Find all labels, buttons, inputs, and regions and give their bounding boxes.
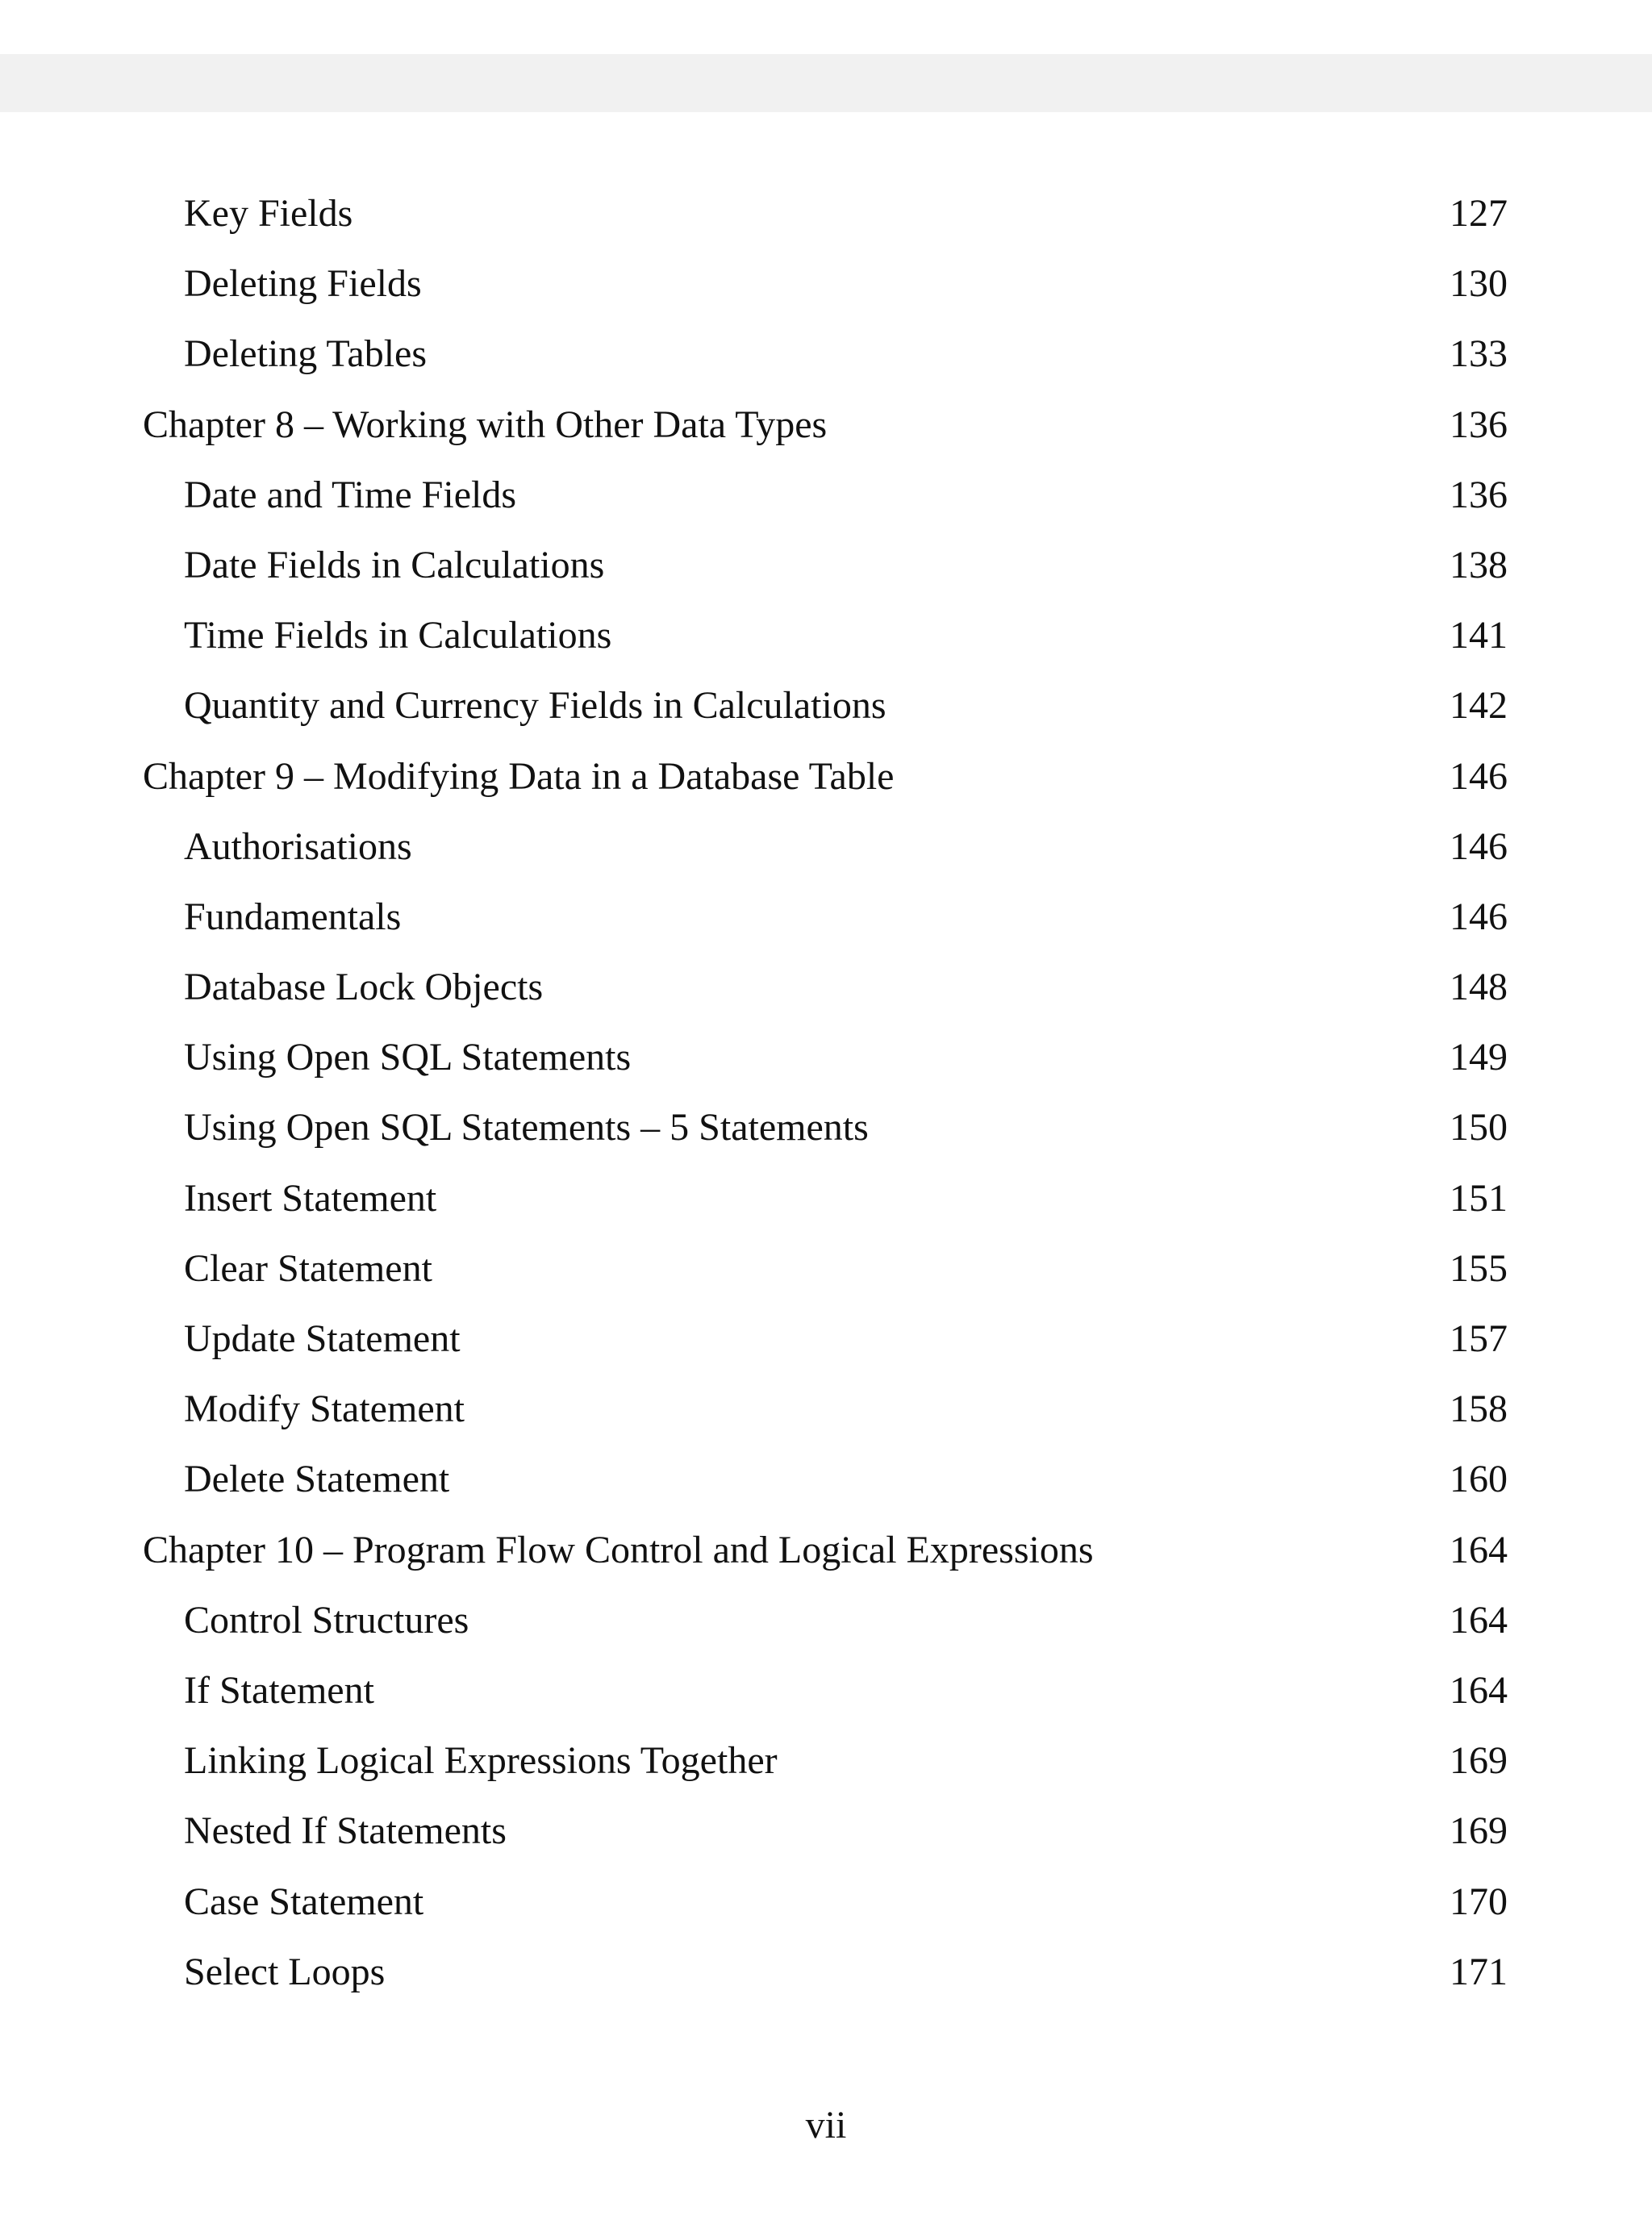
- toc-section-title: Clear Statement: [184, 1246, 432, 1290]
- toc-section-row: [0, 600, 1652, 670]
- toc-page-number: 136: [1450, 403, 1508, 446]
- toc-chapter-title: Chapter 8 – Working with Other Data Types: [143, 403, 828, 446]
- toc-section-row: [0, 812, 1652, 882]
- toc-section-title: Modify Statement: [184, 1387, 465, 1431]
- toc-section-title: Deleting Fields: [184, 262, 422, 306]
- toc-section-title: Database Lock Objects: [184, 966, 544, 1009]
- toc-section-title: Time Fields in Calculations: [184, 614, 612, 657]
- toc-section-row: [0, 1937, 1652, 2007]
- page-number: vii: [805, 2104, 847, 2147]
- toc-page-number: 141: [1450, 614, 1508, 657]
- toc-page-number: 169: [1450, 1809, 1508, 1853]
- toc-page-number: 146: [1450, 824, 1508, 868]
- toc-section-row: [0, 1585, 1652, 1655]
- toc-section-title: Key Fields: [184, 192, 353, 235]
- toc-section-row: [0, 952, 1652, 1022]
- toc-section-row: [0, 319, 1652, 389]
- toc-section-title: Quantity and Currency Fields in Calculations: [184, 684, 886, 728]
- toc-section-row: [0, 178, 1652, 248]
- toc-page-number: 138: [1450, 543, 1508, 586]
- toc-section-row: [0, 1796, 1652, 1866]
- toc-section-title: Using Open SQL Statements – 5 Statements: [184, 1106, 869, 1150]
- toc-section-row: [0, 882, 1652, 952]
- toc-section-title: Deleting Tables: [184, 332, 428, 376]
- toc-section-row: [0, 1725, 1652, 1796]
- toc-page-number: 164: [1450, 1528, 1508, 1571]
- top-band: [0, 54, 1652, 112]
- toc-section-title: Date Fields in Calculations: [184, 543, 605, 586]
- toc-page-number: 171: [1450, 1950, 1508, 1993]
- toc-page-number: 170: [1450, 1880, 1508, 1923]
- toc-page-number: 127: [1450, 192, 1508, 235]
- toc-section-title: Insert Statement: [184, 1176, 437, 1220]
- toc-page-number: 136: [1450, 473, 1508, 516]
- toc-section-row: [0, 460, 1652, 530]
- toc-page-number: 164: [1450, 1668, 1508, 1712]
- toc-page-number: 148: [1450, 966, 1508, 1009]
- toc-section-title: Nested If Statements: [184, 1809, 507, 1853]
- toc-section-title: Delete Statement: [184, 1458, 450, 1501]
- toc-section-row: [0, 1655, 1652, 1725]
- toc-section-title: Using Open SQL Statements: [184, 1036, 632, 1079]
- toc-chapter-row: [0, 390, 1652, 460]
- toc-page-number: 133: [1450, 332, 1508, 376]
- toc-chapter-row: [0, 1515, 1652, 1585]
- toc-chapter-title: Chapter 10 – Program Flow Control and Logical Expressions: [143, 1528, 1094, 1571]
- toc-page-number: 130: [1450, 262, 1508, 306]
- toc-page-number: 142: [1450, 684, 1508, 728]
- toc-section-row: [0, 1092, 1652, 1162]
- toc-section-title: If Statement: [184, 1668, 374, 1712]
- toc-page-number: 151: [1450, 1176, 1508, 1220]
- toc-section-row: [0, 1233, 1652, 1304]
- toc-page-number: 149: [1450, 1036, 1508, 1079]
- toc-section-row: [0, 1304, 1652, 1374]
- toc-page-number: 146: [1450, 895, 1508, 938]
- toc-section-row: [0, 670, 1652, 741]
- toc-section-title: Case Statement: [184, 1880, 424, 1923]
- table-of-contents: [0, 178, 1652, 2007]
- toc-section-row: [0, 1374, 1652, 1444]
- toc-page-number: 146: [1450, 754, 1508, 798]
- toc-section-title: Linking Logical Expressions Together: [184, 1739, 778, 1783]
- toc-section-row: [0, 530, 1652, 600]
- toc-section-title: Fundamentals: [184, 895, 402, 938]
- toc-section-title: Control Structures: [184, 1598, 469, 1642]
- toc-page-number: 160: [1450, 1458, 1508, 1501]
- toc-section-row: [0, 1867, 1652, 1937]
- toc-page-number: 164: [1450, 1598, 1508, 1642]
- toc-chapter-row: [0, 741, 1652, 812]
- toc-section-title: Authorisations: [184, 824, 412, 868]
- toc-page-number: 158: [1450, 1387, 1508, 1431]
- toc-chapter-title: Chapter 9 – Modifying Data in a Database Table: [143, 754, 895, 798]
- toc-section-row: [0, 1444, 1652, 1514]
- toc-page-number: 157: [1450, 1317, 1508, 1360]
- toc-section-row: [0, 1163, 1652, 1233]
- toc-section-title: Select Loops: [184, 1950, 386, 1993]
- toc-section-title: Date and Time Fields: [184, 473, 517, 516]
- toc-page-number: 155: [1450, 1246, 1508, 1290]
- toc-section-row: [0, 1022, 1652, 1092]
- toc-page-number: 169: [1450, 1739, 1508, 1783]
- toc-section-row: [0, 248, 1652, 319]
- toc-page-number: 150: [1450, 1106, 1508, 1150]
- toc-section-title: Update Statement: [184, 1317, 461, 1360]
